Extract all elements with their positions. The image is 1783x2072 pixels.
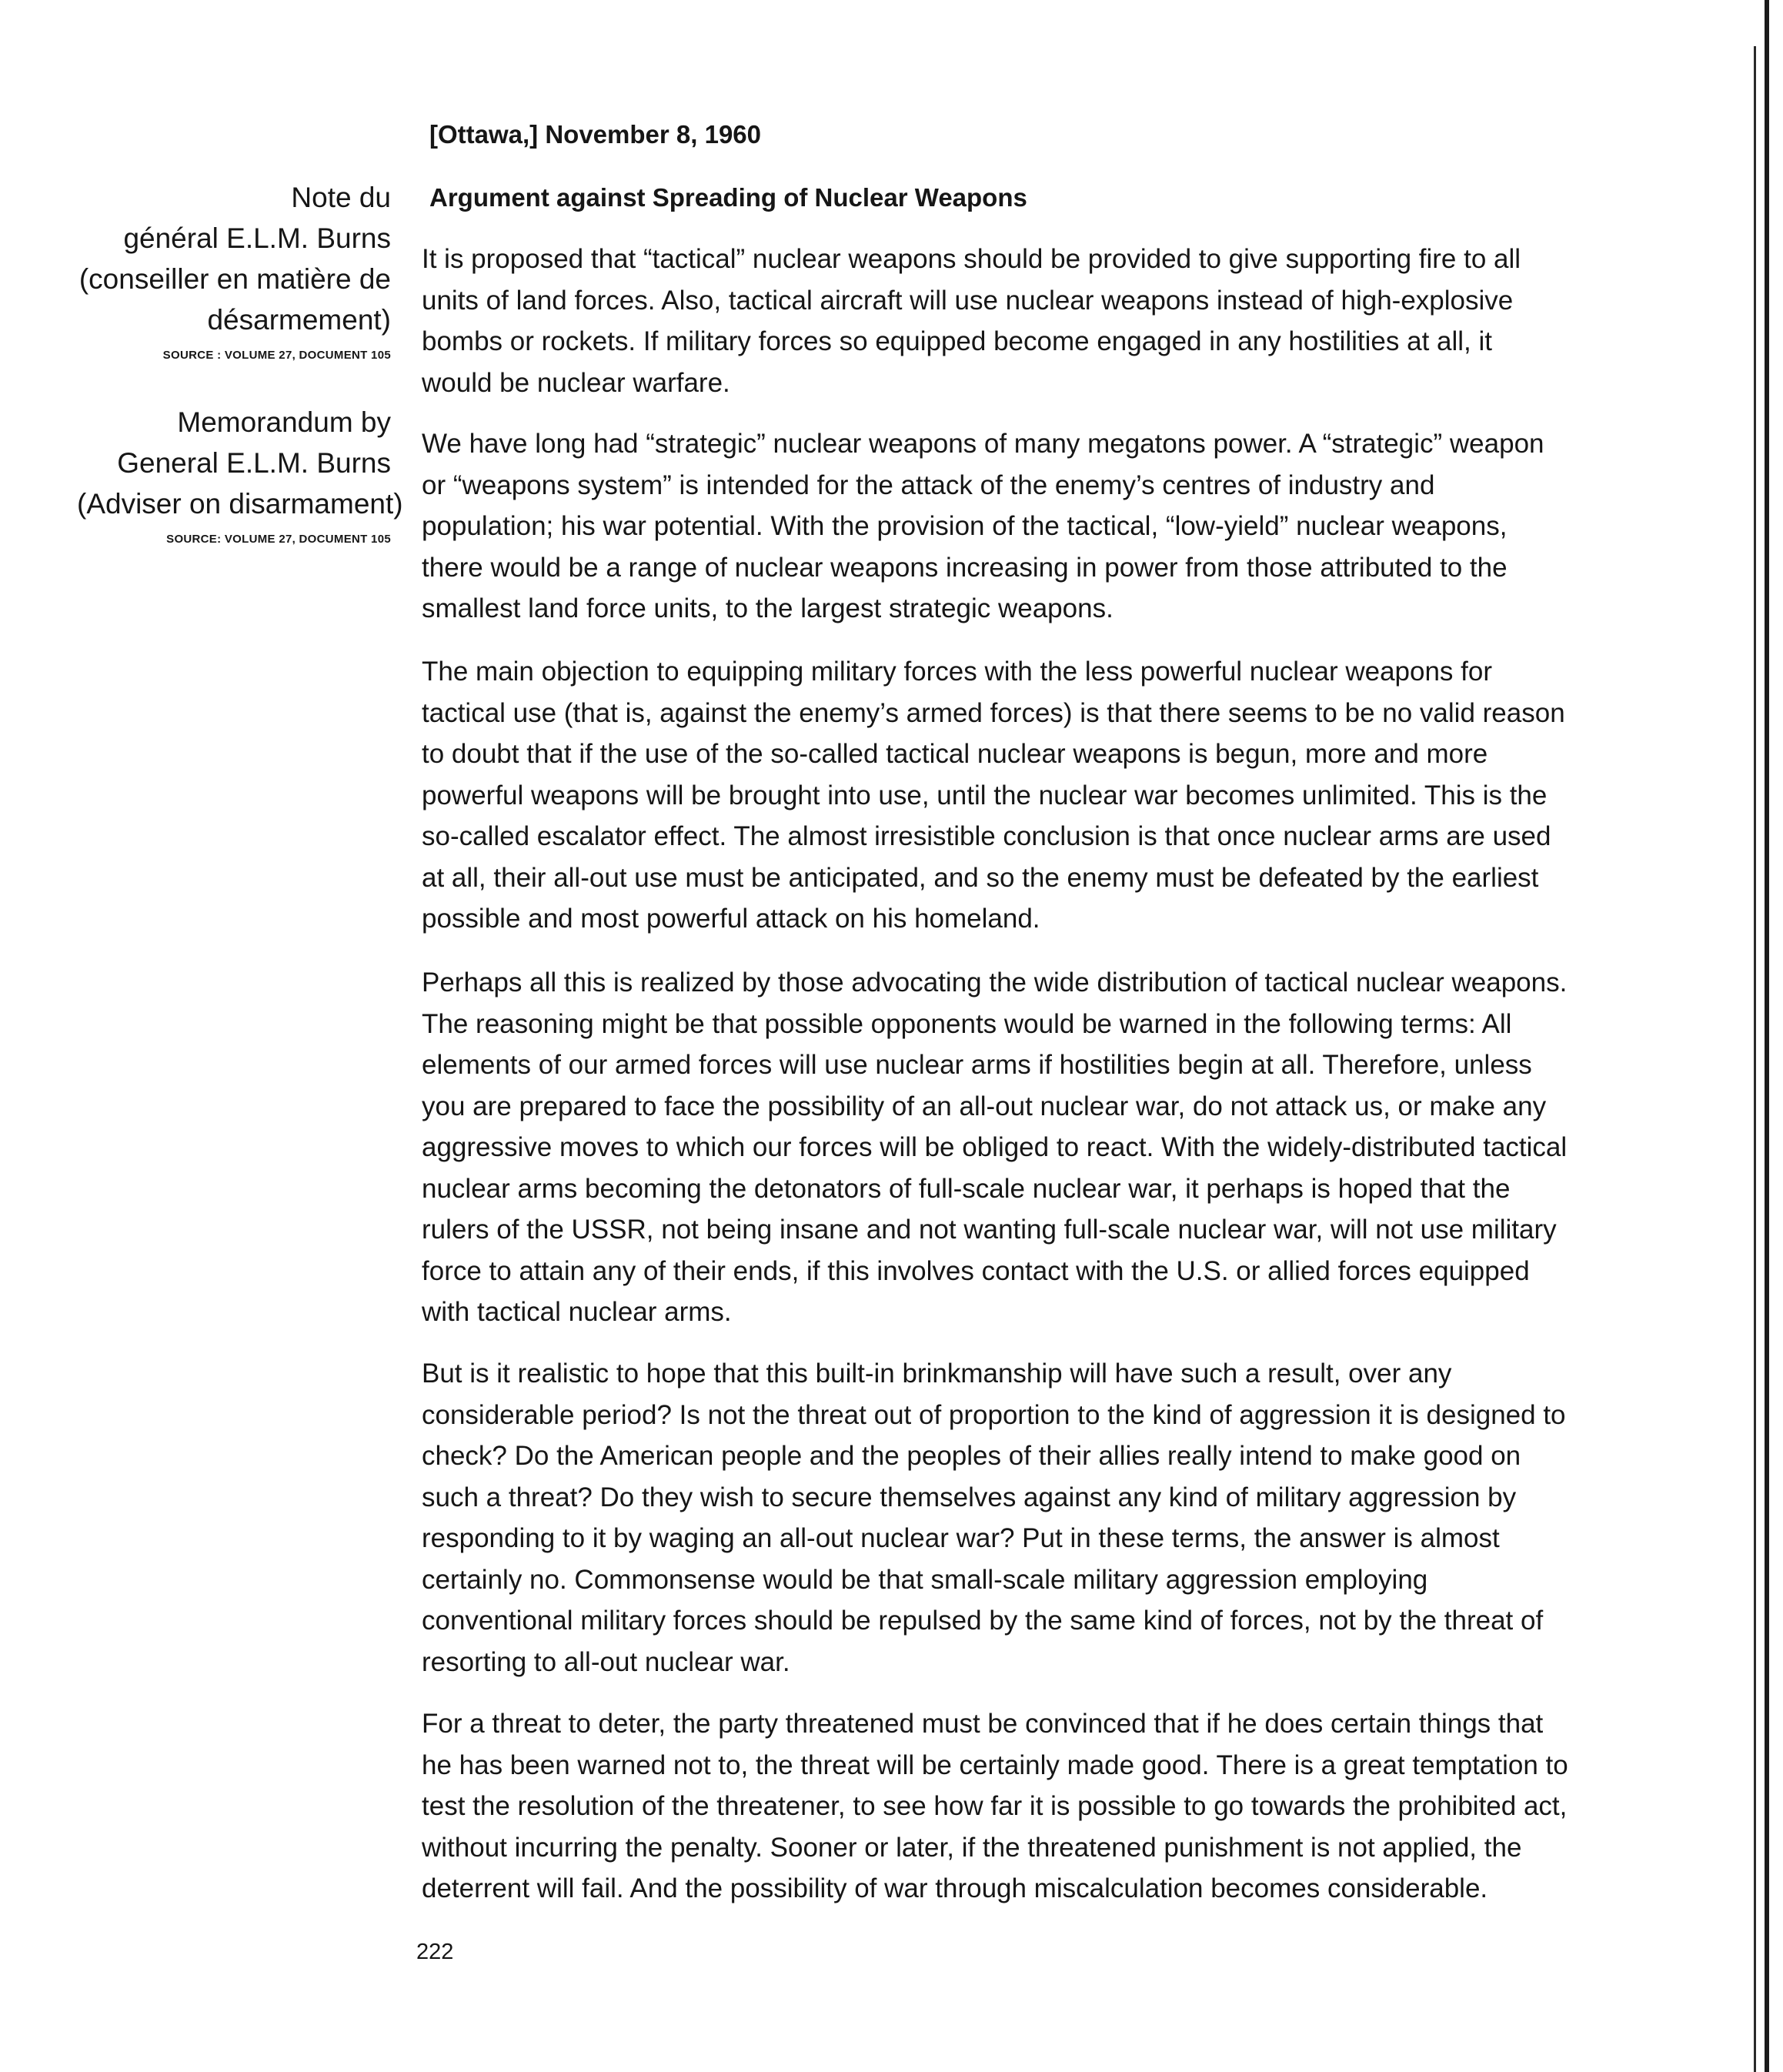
sidebar-line: Note du bbox=[291, 182, 391, 213]
paragraph: It is proposed that “tactical” nuclear weapons should be provided to give supporting fire to all units of land forces. Also, tactical aircraft will use nuclear weapons instead of high-explosive bombs or rockets. If military forces so equipped become engaged in any hostilities at all, it would be nuclear warfare. bbox=[422, 244, 1521, 398]
page-edge-shadow bbox=[1754, 46, 1756, 2072]
page-edge bbox=[1765, 0, 1769, 2072]
sidebar-english-memo bbox=[77, 402, 403, 547]
page-number: 222 bbox=[416, 1940, 454, 1964]
sidebar-french-note bbox=[77, 177, 391, 363]
dateline: [Ottawa,] November 8, 1960 bbox=[429, 120, 761, 149]
sidebar-source: SOURCE : VOLUME 27, DOCUMENT 105 bbox=[162, 349, 391, 362]
paragraph: For a threat to deter, the party threatened must be convinced that if he does certain things that he has been warned not to, the threat will be certainly made good. There is a great temptation to test the resolution of the threatener, to see how far it is possible to go towards the prohibited act, without incurring the penalty. Sooner or later, if the threatened punishment is not applied, the deterrent will fail. And the possibility of war through miscalculation becomes considerable. bbox=[422, 1709, 1568, 1903]
sidebar-line: général E.L.M. Burns bbox=[123, 222, 391, 254]
sidebar-line: (Adviser on disarmament) bbox=[77, 488, 403, 520]
sidebar-source: SOURCE: VOLUME 27, DOCUMENT 105 bbox=[166, 533, 391, 546]
paragraph: But is it realistic to hope that this built-in brinkmanship will have such a result, over any considerable period? Is not the threat out of proportion to the kind of aggression it is designed to check? Do the American people and the peoples of their allies really intend to make good on such a threat? Do they wish to secure themselves against any kind of military aggression by responding to it by waging an all-out nuclear war? Put in these terms, the answer is almost certainly no. Commonsense would be that small-scale military aggression employing conventional military forces should be repulsed by the same kind of forces, not by the threat of resorting to all-out nuclear war. bbox=[422, 1358, 1566, 1677]
paragraph: The main objection to equipping military forces with the less powerful nuclear weapons for tactical use (that is, against the enemy’s armed forces) is that there seems to be no valid reason to doubt that if the use of the so-called tactical nuclear weapons is begun, more and more powerful weapons will be brought into use, until the nuclear war becomes unlimited. This is the so-called escalator effect. The almost irresistible conclusion is that once nuclear arms are used at all, their all-out use must be anticipated, and so the enemy must be defeated by the earliest possible and most powerful attack on his homeland. bbox=[422, 657, 1565, 934]
sidebar-line: (conseiller en matière de bbox=[78, 263, 391, 295]
sidebar-line: Memorandum by bbox=[177, 406, 391, 438]
paragraph: Perhaps all this is realized by those advocating the wide distribution of tactical nuclear weapons. The reasoning might be that possible opponents would be warned in the following terms: All elements of our armed forces will use nuclear arms if hostilities begin at all. Therefore, unless you are prepared to face the possibility of an all-out nuclear war, do not attack us, or make any aggressive moves to which our forces will be obliged to react. With the widely-distributed tactical nuclear arms becoming the detonators of full-scale nuclear war, it perhaps is hoped that the rulers of the USSR, not being insane and not wanting full-scale nuclear war, will not use military force to attain any of their ends, if this involves contact with the U.S. or allied forces equipped with tactical nuclear arms. bbox=[422, 967, 1568, 1327]
sidebar-line: désarmement) bbox=[207, 304, 391, 336]
paragraph: We have long had “strategic” nuclear weapons of many megatons power. A “strategic” weapon or “weapons system” is intended for the attack of the enemy’s centres of industry and population; his war potential. With the provision of the tactical, “low-yield” nuclear weapons, there would be a range of nuclear weapons increasing in power from those attributed to the smallest land force units, to the largest strategic weapons. bbox=[422, 429, 1544, 623]
sidebar-line: General E.L.M. Burns bbox=[117, 447, 391, 479]
document-title: Argument against Spreading of Nuclear Weapons bbox=[429, 183, 1027, 212]
